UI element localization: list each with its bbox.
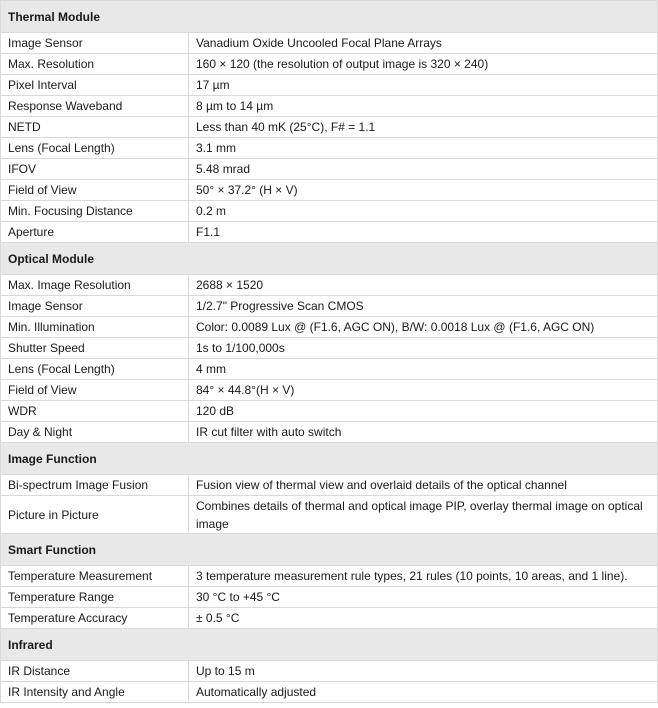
table-row: [1, 96, 658, 117]
spec-value: F1.1: [189, 222, 658, 243]
spec-value: 17 µm: [189, 75, 658, 96]
table-row: [1, 359, 658, 380]
section-title: Image Function: [1, 443, 658, 475]
table-row: [1, 496, 658, 534]
spec-value: Fusion view of thermal view and overlaid details of the optical channel: [189, 475, 658, 496]
spec-value: Color: 0.0089 Lux @ (F1.6, AGC ON), B/W: 0.0018 Lux @ (F1.6, AGC ON): [189, 317, 658, 338]
spec-label: Max. Image Resolution: [1, 275, 189, 296]
spec-value: 160 × 120 (the resolution of output image is 320 × 240): [189, 54, 658, 75]
spec-label: NETD: [1, 117, 189, 138]
section-header: [1, 534, 658, 566]
spec-value: 1s to 1/100,000s: [189, 338, 658, 359]
spec-label: Shutter Speed: [1, 338, 189, 359]
spec-label: Image Sensor: [1, 33, 189, 54]
table-row: [1, 33, 658, 54]
table-row: [1, 401, 658, 422]
spec-label: Max. Resolution: [1, 54, 189, 75]
section-title: Thermal Module: [1, 1, 658, 33]
spec-table-body: [1, 1, 658, 703]
table-row: [1, 201, 658, 222]
table-row: [1, 222, 658, 243]
spec-label: Pixel Interval: [1, 75, 189, 96]
table-row: [1, 661, 658, 682]
spec-label: Picture in Picture: [1, 496, 189, 534]
spec-value: 5.48 mrad: [189, 159, 658, 180]
spec-label: Lens (Focal Length): [1, 359, 189, 380]
spec-value: 3 temperature measurement rule types, 21 rules (10 points, 10 areas, and 1 line).: [189, 566, 658, 587]
spec-value: 0.2 m: [189, 201, 658, 222]
spec-value: Up to 15 m: [189, 661, 658, 682]
spec-value: 2688 × 1520: [189, 275, 658, 296]
spec-label: WDR: [1, 401, 189, 422]
spec-value: Vanadium Oxide Uncooled Focal Plane Arrays: [189, 33, 658, 54]
table-row: [1, 296, 658, 317]
table-row: [1, 422, 658, 443]
table-row: [1, 138, 658, 159]
spec-label: Field of View: [1, 180, 189, 201]
spec-value: 84° × 44.8°(H × V): [189, 380, 658, 401]
table-row: [1, 75, 658, 96]
spec-value: Automatically adjusted: [189, 682, 658, 703]
table-row: [1, 566, 658, 587]
table-row: [1, 338, 658, 359]
spec-label: Min. Illumination: [1, 317, 189, 338]
spec-label: Min. Focusing Distance: [1, 201, 189, 222]
table-row: [1, 54, 658, 75]
spec-label: IR Intensity and Angle: [1, 682, 189, 703]
section-header: [1, 629, 658, 661]
spec-value: 1/2.7" Progressive Scan CMOS: [189, 296, 658, 317]
spec-label: Temperature Measurement: [1, 566, 189, 587]
spec-label: Field of View: [1, 380, 189, 401]
spec-value: 120 dB: [189, 401, 658, 422]
spec-value: 50° × 37.2° (H × V): [189, 180, 658, 201]
section-header: [1, 243, 658, 275]
table-row: [1, 180, 658, 201]
spec-value: 30 °C to +45 °C: [189, 587, 658, 608]
spec-label: Lens (Focal Length): [1, 138, 189, 159]
spec-value: 8 µm to 14 µm: [189, 96, 658, 117]
table-row: [1, 608, 658, 629]
section-header: [1, 443, 658, 475]
spec-label: Day & Night: [1, 422, 189, 443]
section-title: Infrared: [1, 629, 658, 661]
table-row: [1, 475, 658, 496]
spec-label: Aperture: [1, 222, 189, 243]
spec-label: Temperature Accuracy: [1, 608, 189, 629]
table-row: [1, 117, 658, 138]
spec-value: Less than 40 mK (25°C), F# = 1.1: [189, 117, 658, 138]
table-row: [1, 587, 658, 608]
spec-value: 4 mm: [189, 359, 658, 380]
table-row: [1, 159, 658, 180]
spec-label: Bi-spectrum Image Fusion: [1, 475, 189, 496]
spec-value: ± 0.5 °C: [189, 608, 658, 629]
table-row: [1, 275, 658, 296]
section-header: [1, 1, 658, 33]
spec-label: IR Distance: [1, 661, 189, 682]
spec-label: Response Waveband: [1, 96, 189, 117]
table-row: [1, 380, 658, 401]
table-row: [1, 317, 658, 338]
spec-value: 3.1 mm: [189, 138, 658, 159]
table-row: [1, 682, 658, 703]
spec-value: Combines details of thermal and optical image PIP, overlay thermal image on optical image: [189, 496, 658, 534]
spec-label: Image Sensor: [1, 296, 189, 317]
spec-label: Temperature Range: [1, 587, 189, 608]
spec-value: IR cut filter with auto switch: [189, 422, 658, 443]
spec-label: IFOV: [1, 159, 189, 180]
section-title: Smart Function: [1, 534, 658, 566]
section-title: Optical Module: [1, 243, 658, 275]
